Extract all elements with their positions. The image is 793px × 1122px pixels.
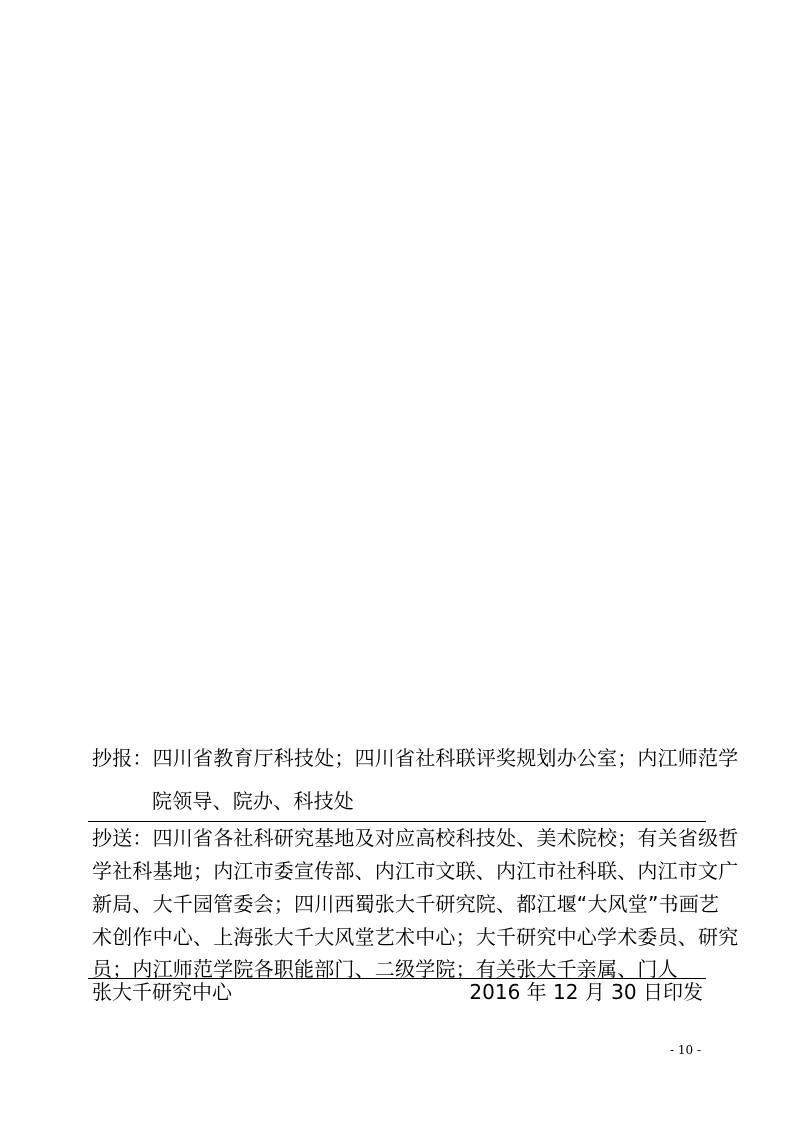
page-number: - 10 - — [669, 1043, 701, 1057]
divider-bottom — [88, 978, 706, 979]
cc-report-line-1: 抄报：四川省教育厅科技处；四川省社科联评奖规划办公室；内江师范学 — [92, 746, 739, 770]
issue-date: 2016 年 12 月 30 日印发 — [469, 980, 703, 1004]
cc-report-line-2: 院领导、院办、科技处 — [152, 789, 354, 813]
cc-send-line-1: 抄送：四川省各社科研究基地及对应高校科技处、美术院校；有关省级哲 — [92, 826, 739, 850]
divider-top — [88, 821, 706, 822]
cc-send-line-4: 术创作中心、上海张大千大风堂艺术中心；大千研究中心学术委员、研究 — [92, 925, 739, 949]
issuer-name: 张大千研究中心 — [92, 980, 232, 1004]
cc-send-line-5: 员；内江师范学院各职能部门、二级学院；有关张大千亲属、门人 — [92, 957, 678, 981]
cc-send-line-3: 新局、大千园管委会；四川西蜀张大千研究院、都江堰“大风堂”书画艺 — [92, 892, 720, 916]
cc-send-line-2: 学社科基地；内江市委宣传部、内江市文联、内江市社科联、内江市文广 — [92, 859, 739, 883]
